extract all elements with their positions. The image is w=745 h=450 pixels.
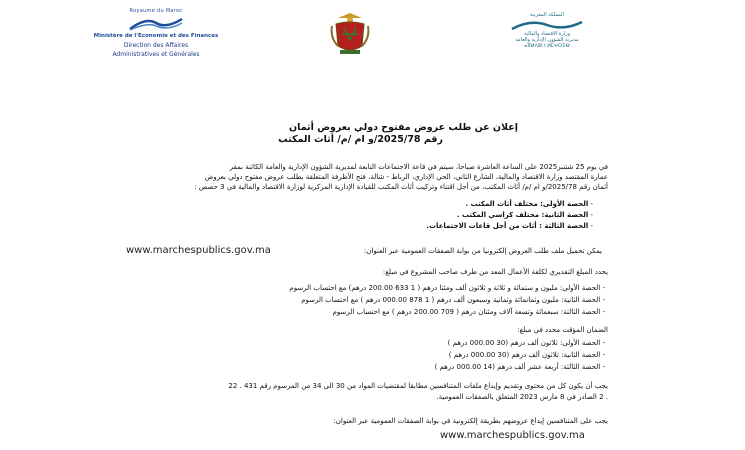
ministry-wave-logo	[126, 17, 186, 31]
right-arabic-line-2: وزارة الاقتصاد والمالية	[523, 31, 571, 37]
guarantee-intro: الضمان المؤقت محدد في مبلغ:	[517, 326, 608, 334]
ministry-name: Ministère de l'Economie et des Finances	[93, 33, 219, 39]
marchespublics-link[interactable]: www.marchespublics.gov.ma	[126, 245, 271, 256]
direction-line-2: Administratives et Générales	[112, 51, 200, 58]
notice-reference: رقم 2025/78/و ام /م/ أثاث المكتب	[278, 134, 443, 145]
right-arabic-line-3: مديرية الشؤون الإدارية والعامة	[515, 37, 579, 43]
guarantee-item: - الحصة الثانية: ثلاثون ألف درهم (30 000.00 درهم )	[449, 351, 605, 360]
estimate-item: - الحصة الأولى: مليون و ستمائة و ثلاثة و ثلاثون ألف ومئتا درهم ( 1 633 200.00 درهم) مع احتساب الرسوم	[289, 284, 605, 293]
right-wave-logo	[510, 19, 584, 31]
ministry-logo-right	[492, 12, 602, 74]
download-text: يمكن تحميل ملف طلب العروض إلكترونيا من بوابة الصفقات العمومية عبر العنوان:	[363, 247, 602, 255]
marchespublics-link[interactable]: www.marchespublics.gov.ma	[440, 430, 585, 441]
ministry-logo-left	[86, 8, 226, 80]
right-arabic-line-1: المملكة المغربية	[530, 12, 564, 18]
estimate-intro: يحدد المبلغ التقديري لكلفة الأعمال المعد من طرف صاحب المشروع في مبلغ:	[382, 268, 608, 276]
guarantee-item: - الحصة الثالثة: أربعة عشر ألف درهم (14 000.00 درهم )	[435, 363, 606, 372]
intro-line-3: أثمان رقم 2025/78/و ام /م/ أثاث المكتب، من أجل اقتناء وتركيب أثاث المكتب للقيادة الإدارية المركزية لوزارة الاقتصاد والمالية في 3 حصص :	[194, 183, 608, 191]
lot-item: - الحصة الأولى: مختلف أثاث المكتب .	[466, 200, 593, 209]
direction-line-1: Direction des Affaires	[123, 42, 189, 49]
intro-line-1: في يوم 25 شتنبر2025 على الساعة العاشرة صباحا، سيتم في قاعة الاجتماعات التابعة لمديرية الشؤون الإدارية والعامة الكائنة بمقر	[229, 163, 608, 171]
lot-item: - الحصة الثالثة : أثاث من أجل قاعات الاجتماعات.	[426, 222, 593, 231]
deposit-text: يجب على المتنافسين إيداع عروضهم بطريقة إلكترونية في بوابة الصفقات العمومية عبر العنوان:	[333, 417, 608, 425]
estimate-item: - الحصة الثالثة: سبعمائة وتسعة آلاف ومئتان درهم ( 709 200.00 درهم ) مع احتساب الرسوم	[333, 308, 605, 317]
letterhead	[0, 0, 745, 100]
notice-title: إعلان عن طلب عروض مفتوح دولي بعروض أثمان	[289, 122, 518, 133]
right-tifinagh-line: ⴰⴳⵍⴷⵓⵏ ⵏ ⵍⵎⵖⵔⵉⴱ	[524, 43, 570, 49]
estimate-item: - الحصة الثانية: مليون وثمانمائة وثمانية وسبعون ألف درهم ( 1 878 000.00 درهم ) مع احتساب الرسوم	[301, 296, 605, 305]
conformity-line-1: يجب أن يكون كل من محتوى وتقديم وإيداع ملفات المتنافسين مطابقا لمقتضيات المواد من 30 الى 34 من المرسوم رقم 431 . 22	[228, 382, 608, 390]
intro-line-2: عمارة المقتصد وزارة الاقتصاد والمالية، الشارع الثاني، الحي الإداري، الرباط - شالة، فتح الأظرفة المتعلقة بطلب عروض مفتوح دولي بعروض	[204, 173, 608, 181]
kingdom-label: Royaume du Maroc	[129, 8, 183, 14]
royal-coat-of-arms-emblem	[330, 12, 370, 56]
guarantee-item: - الحصة الأولى: ثلاثون ألف درهم (30 000.00 درهم )	[448, 339, 605, 348]
conformity-line-2: . 2 الصادر في 8 مارس 2023 المتعلق بالصفقات العمومية.	[436, 393, 608, 401]
lot-item: - الحصة الثانية: مختلف كراسي المكتب .	[457, 211, 593, 220]
